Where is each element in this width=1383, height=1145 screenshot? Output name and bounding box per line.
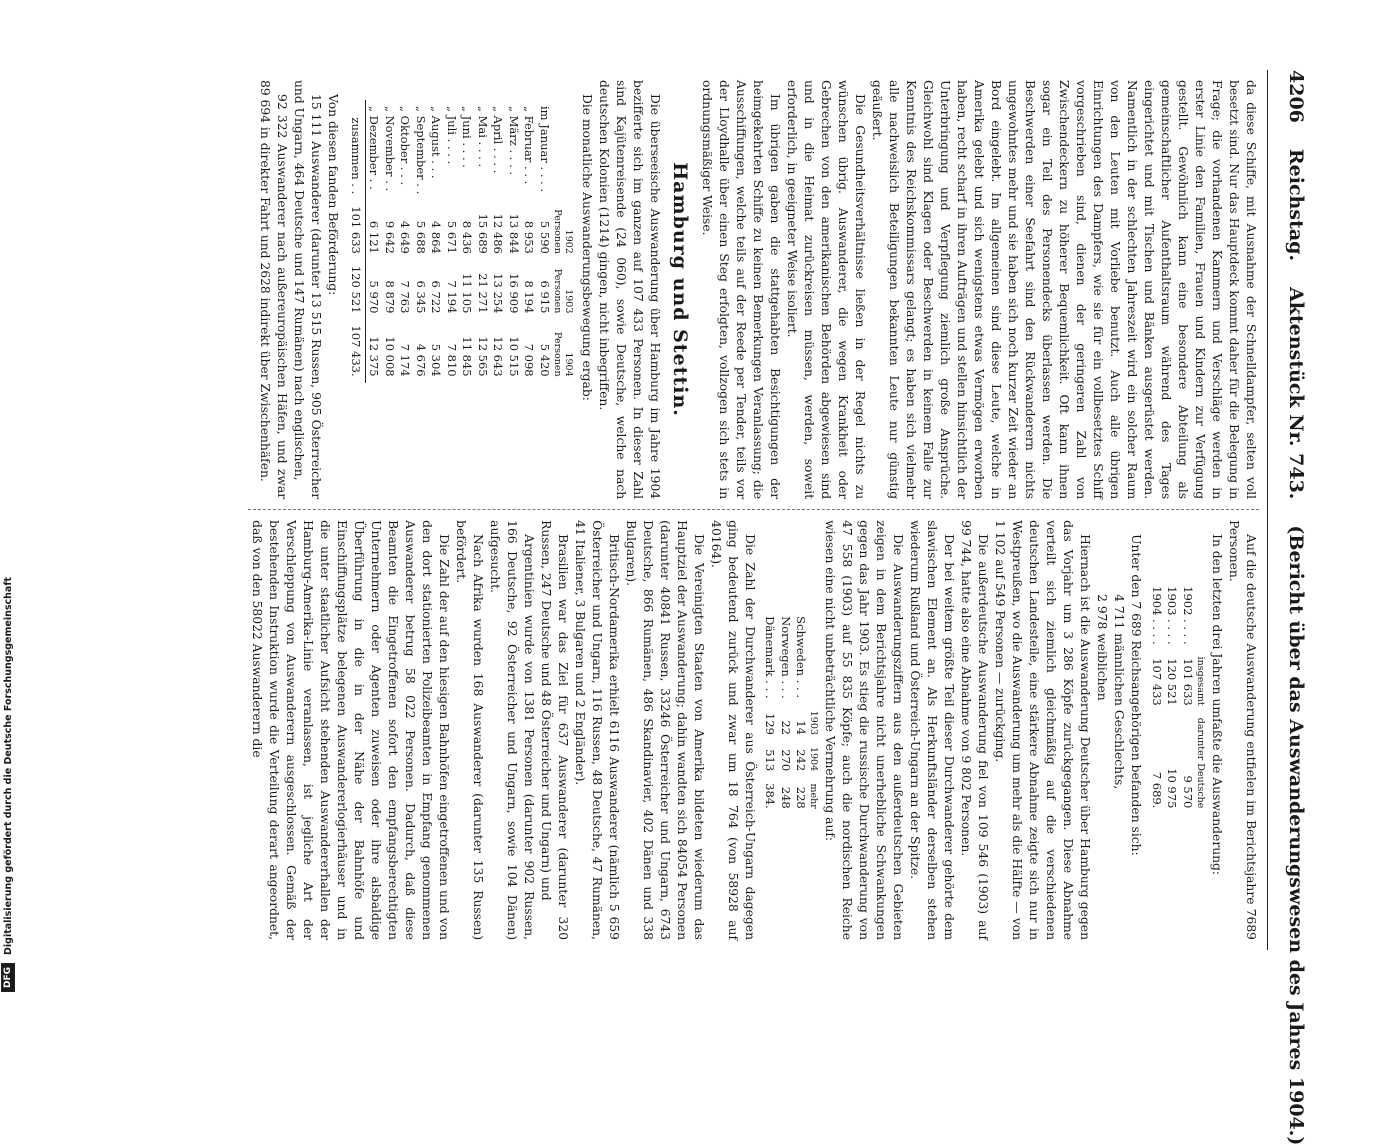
table-row xyxy=(490,100,506,383)
table-cell: 11 845 xyxy=(460,336,475,377)
hamburg-paragraph: Die überseeische Auswanderung über Hamburg im Jahre 1904 bezifferte sich im ganzen auf 107 433 Personen. In dieser Zahl sind Kajütenreisende (24 060), sowie Deutsche, welche nach deutschen Kolonien (1214) gingen, nicht inbegriffen. xyxy=(597,80,662,500)
reichs-paragraph: Unter den 7 689 Reichsangehörigen befanden sich: xyxy=(1129,534,1144,856)
table-total-row: zusammen . . 101 633 120 521 107 433. xyxy=(348,100,366,383)
table-cell: 8 436 xyxy=(460,220,475,254)
table-cell: 8 194 xyxy=(522,280,537,314)
table-cell: 120 521 xyxy=(1165,658,1180,706)
canada-paragraph: Britisch-Nordamerika erhielt 6116 Auswanderer (nämlich 5 659 Österreicher und Ungarn, 116 Russen, 48 Deutsche, 47 Rumänen, 41 Italiener, 3 Bulgaren und 2 Engländer). xyxy=(573,520,621,940)
left-column xyxy=(248,70,1259,510)
table-row xyxy=(1180,580,1196,814)
female-line: 2 978 weiblichen xyxy=(1095,594,1110,701)
table-row xyxy=(521,100,537,383)
table-cell: 101 633 xyxy=(1181,658,1195,706)
table-cell: 22 xyxy=(779,720,793,735)
col-header-1902: 1902 Personen xyxy=(552,209,574,254)
table-cell: 5 970 xyxy=(367,280,382,314)
table-cell: 6 722 xyxy=(429,280,444,314)
table-cell: 7 194 xyxy=(445,280,459,314)
table-cell: 4 649 xyxy=(398,220,413,254)
table-cell: 12 375 xyxy=(367,336,382,377)
table-cell: 270 xyxy=(779,749,793,772)
table-cell: 8 879 xyxy=(383,280,397,314)
table-row xyxy=(762,610,778,815)
slavic-paragraph: Der bei weitem größte Teil dieser Durchwanderer gehörte dem slawischen Element an. Als Herkunftsländer derselben stehen wiederum Rußland und Österreich-Ungarn an der Spitze. xyxy=(908,520,957,940)
header-source: Reichstag. xyxy=(1285,148,1307,262)
table-cell: 10 975 xyxy=(1165,768,1180,809)
row-label: „ August . . . xyxy=(429,106,444,179)
table-row xyxy=(475,100,491,383)
usa-paragraph: Die Vereinigten Staaten von Amerika bildeten wiederum das Hauptziel der Auswanderung; dahin wandten sich 84054 Personen (darunter 40841 Russen, 33246 Österreicher und Ungarn, 6743 Deutsche, 866 Rumänen, 486 Skandinavier, 402 Dänen und 338 Bulgaren). xyxy=(624,520,706,940)
row-label: „ Februar . . . xyxy=(522,106,537,185)
table-cell: 14 xyxy=(794,720,809,735)
table-cell: 12 565 xyxy=(476,336,490,377)
row-label: Norwegen . . . xyxy=(779,616,793,699)
row-label: im Januar . . . . xyxy=(538,106,552,193)
table-cell: 7 763 xyxy=(398,280,413,314)
austria-paragraph: Die Zahl der Durchwanderer aus Österreich-Ungarn dagegen ging bedeutend zurück und zwar um 18 764 (von 58928 auf 40164). xyxy=(709,520,757,940)
table-cell: 13 844 xyxy=(507,213,521,254)
table-row xyxy=(459,100,475,383)
table-cell: 228 xyxy=(794,786,809,809)
page-number: 4206 xyxy=(1285,70,1307,123)
table-cell: 4 676 xyxy=(414,343,428,377)
argentina-paragraph: Argentinien wurde von 1381 Personen (darunter 902 Russen, 166 Deutsche, 92 Österreicher und Ungarn, sowie 104 Dänen) aufgesucht. xyxy=(488,520,536,940)
row-label: „ Juni . . . . xyxy=(460,106,475,168)
table-cell: 5 304 xyxy=(429,343,444,377)
three-years-paragraph: In den letzten drei Jahren umfaßte die Auswanderung: xyxy=(1210,534,1224,876)
row-label: „ Juli . . . . xyxy=(445,106,459,165)
table-cell: 5 671 xyxy=(445,220,459,254)
section-title: Hamburg und Stettin. xyxy=(669,162,691,417)
table-cell: 15 689 xyxy=(476,213,490,254)
row-label: „ September . . xyxy=(414,106,428,195)
table-cell: 13 254 xyxy=(491,273,506,314)
health-paragraph: Die Gesundheitsverhältnisse ließen in der Regel nichts zu wünschen übrig. Auswanderer, die wegen Krankheit oder Gebrechen von den amerikanischen Behörden abgewiesen sind und in die Heimat zurückreisen müssen, werden, soweit erforderlich, in geeigneter Weise isoliert. xyxy=(785,80,867,500)
table-cell: 9 570 xyxy=(1181,775,1195,809)
transport-english: 15 111 Auswanderer (darunter 13 515 Russen, 905 Österreicher und Ungarn, 464 Deutsche und 147 Rumänen) nach englischen, xyxy=(292,80,324,500)
german-paragraph: Auf die deutsche Auswanderung entfielen im Berichtsjahre 7689 Personen. xyxy=(1227,520,1258,940)
table-cell: 513 xyxy=(763,749,778,772)
table-cell: 129 xyxy=(763,713,778,735)
table-row xyxy=(1149,580,1165,814)
table-cell: 5 420 xyxy=(538,343,552,377)
three-years-table: insgesamt darunter Deutsche 1902 . . . . 101 633 9 570 1903 . . . . 120 521 10 975 1904 . . . . 107 433 7 689. xyxy=(1149,580,1207,814)
row-label: „ März . . . . xyxy=(507,106,521,176)
row-label: 1902 . . . . xyxy=(1181,586,1195,645)
table-row xyxy=(537,100,553,383)
table-cell: 7 689. xyxy=(1150,771,1164,809)
brazil-paragraph: Brasilien war das Ziel für 637 Auswanderer (darunter 320 Russen, 247 Deutsche und 48 Österreicher und Ungarn) und xyxy=(539,520,570,940)
header-subject: (Bericht über das Auswanderungswesen des Jahres 1904.) xyxy=(1285,525,1307,1145)
table-cell: 11 105 xyxy=(460,273,475,314)
scandinavia-paragraph: Die Auswanderungsziffern aus den außerdeutschen Gebieten zeigen in dem Berichtsjahre nicht unerhebliche Schwankungen gegen das Jahr 1903. Es stieg die russische Durchwanderung von 47 558 (1903) auf 55 835 Köpfe; auch die nordischen Reiche wiesen eine nicht unbeträchtliche Vermehrung auf: xyxy=(823,520,906,940)
row-label: Dänemark . . . xyxy=(763,616,778,699)
table-row xyxy=(428,100,444,383)
table-cell: 10 515 xyxy=(507,336,521,377)
table-cell: 384. xyxy=(763,783,778,809)
header-document: Aktenstück Nr. 743. xyxy=(1285,287,1307,500)
ships-paragraph: Im übrigen gaben die stattgehabten Besichtigungen der heimgekehrten Schiffe zu keinen Bemerkungen Veranlassung; die Ausschiffungen, welche teils auf der Reede per Tender, teils vor der Lloydhalle über einen Steg erfolgten, vollzogen sich stets in ordnungsmäßiger Weise. xyxy=(700,80,782,500)
row-label: „ Dezember . . xyxy=(367,106,382,190)
table-cell: 7 810 xyxy=(445,343,459,377)
arrivals-paragraph: Die Zahl der auf den hiesigen Bahnhöfen eingetroffenen und von den dort stationierten Polizeibeamten in Empfang genommenen Auswanderer betrug 58 022 Personen. Dadurch, daß diese Beamten die Eingetroffenen sofort den empfangsberechtigten Unternehmern oder Agenten zuweisen oder ihre alsbaldige Überführung in die in der Nähe der Bahnhöfe und Einschiffungsplätze belegenen Auswandererlogierhäuser und in die unter staatlicher Aufsicht stehenden Auswandererhallen der Hamburg-Amerika-Linie veranlassen, ist jegliche Art der Verschleppung von Auswanderern ausgeschlossen. Gemäß der bestehenden Instruktion wurde die Verteilung derart angeordnet, daß von den 58022 Auswanderern die xyxy=(250,520,451,940)
right-column xyxy=(248,510,1259,950)
table-cell: 12 643 xyxy=(491,336,506,377)
table-cell: 242 xyxy=(794,749,809,772)
page-header xyxy=(1267,70,1307,1145)
transport-overseas: 92 322 Auswanderer nach außereuropäischen Häfen, und zwar 89 694 in direkter Fahrt und 2628 indirekt über Zwischenhäfen. xyxy=(258,80,290,500)
table-row xyxy=(793,610,809,815)
table-cell: 4 864 xyxy=(429,220,444,254)
table-cell: 21 271 xyxy=(476,273,490,314)
table-row xyxy=(382,100,398,383)
row-label: 1904 . . . . xyxy=(1150,586,1164,645)
foreign-paragraph: Die außerdeutsche Auswanderung fiel von 109 546 (1903) auf 99 744, hatte also eine Abnahme von 9 802 Personen. xyxy=(959,520,991,940)
table-cell: 6 345 xyxy=(414,280,428,314)
table-row xyxy=(1164,580,1180,814)
table-cell: 107 433 xyxy=(1150,658,1164,706)
table-cell: 12 486 xyxy=(491,213,506,254)
monthly-paragraph: Die monatliche Auswanderungsbewegung ergab: xyxy=(580,94,594,401)
col-header-1904: 1904 Personen xyxy=(552,332,574,377)
table-cell: 16 909 xyxy=(507,273,521,314)
rotated-document-page xyxy=(94,70,1307,1145)
row-label: „ Oktober . . . xyxy=(398,106,413,186)
table-cell: 10 008 xyxy=(383,336,397,377)
table-cell: 6 915 xyxy=(538,280,552,314)
digitization-footer xyxy=(0,0,16,1000)
two-column-body xyxy=(248,70,1259,950)
row-label: „ April . . . . xyxy=(491,106,506,174)
table-row xyxy=(413,100,429,383)
table-row xyxy=(444,100,460,383)
row-label: „ Mai . . . . xyxy=(476,106,490,168)
table-cell: 9 642 xyxy=(383,220,397,254)
table-row xyxy=(506,100,522,383)
table-cell: 5 590 xyxy=(538,220,552,254)
row-label: 1903 . . . . xyxy=(1165,586,1180,645)
dfg-logo: DFG xyxy=(1,963,15,992)
col-header-1903: 1903 Personen xyxy=(552,268,574,314)
transport-paragraph: Von diesen fanden Beförderung: xyxy=(326,94,341,296)
table-cell: 6 121 xyxy=(367,220,382,254)
table-row xyxy=(397,100,413,383)
table-cell: 5 688 xyxy=(414,220,428,254)
intro-paragraph: da diese Schiffe, mit Ausnahme der Schnelldampfer, selten voll besetzt sind. Nur das Hauptdeck kommt daher für die Belegung in Frage; die vorhandenen Kammern und Verschläge werden in erster Linie den Familien, Frauen und Kindern zur Verfügung gestellt. Gewöhnlich kann eine besondere Abteilung als gemeinschaftlicher Aufenthaltsraum während des Tages eingerichtet und mit Tischen und Bänken ausgerüstet werden. Namentlich in der schlechten Jahreszeit wird ein solcher Raum von den Leuten mit Vorliebe benutzt. Auch alle übrigen Einrichtungen des Dampfers, wie sie für ein vollbesetztes Schiff vorgeschrieben sind, dienen der geringeren Zahl von Zwischendeckern zu höherer Bequemlichkeit. Oft kann ihnen sogar ein Teil des Personendecks überlassen werden. Die Beschwerden einer Seefahrt sind den Rückwanderern nichts ungewohntes mehr und sie haben sich noch kurzer Zeit wieder an Bord eingelebt. Im allgemeinen sind diese Leute, welche in Amerika gelebt und sich wenigstens etwas Vermögen erworben haben, recht scharf in ihren Aufträgen und stellen hinsichtlich der Unterbringung und Verpflegung ziemlich große Ansprüche. Gleichwohl sind Klagen oder Beschwerden in keinem Falle zur Kenntnis des Reichskommissars gelangt; es haben sich vielmehr alle nachweislich Beteiligungen bekannten Leute nur günstig geäußert. xyxy=(870,80,1258,500)
table-cell: 7 098 xyxy=(522,343,537,377)
table-cell: 248 xyxy=(779,786,793,809)
digitization-credit: Digitalisierung gefördert durch die Deutsche Forschungsgemeinschaft xyxy=(2,577,14,955)
table-cell: 7 174 xyxy=(398,343,413,377)
nordic-table: 1903 1904 mehr Schweden . . . 14 242 228 Norwegen . . . 22 270 248 Dänemark . . . 129 513 384. xyxy=(762,610,820,815)
table-row xyxy=(366,100,382,383)
table-row xyxy=(778,610,794,815)
table-cell: 8 953 xyxy=(522,220,537,254)
male-line: 4 711 männlichen Geschlechts, xyxy=(1112,594,1127,790)
monthly-table xyxy=(348,100,575,383)
row-label: „ November . . xyxy=(383,106,397,192)
decline-paragraph: Hiernach ist die Auswanderung Deutscher über Hamburg gegen das Vorjahr um 3 286 Köpfe zurückgegangen. Diese Abnahme verteilt sich ziemlich gleichmäßig auf die verschiedenen deutschen Landesteile, eine stärkere Abnahme zeigte sich nur in Westpreußen, wo die Auswanderung um mehr als die Hälfte — von 1 102 auf 549 Personen — zurückging. xyxy=(993,520,1093,940)
africa-paragraph: Nach Afrika wurden 168 Auswanderer (darunter 135 Russen) befördert. xyxy=(454,520,485,940)
row-label: Schweden . . . xyxy=(794,616,809,699)
